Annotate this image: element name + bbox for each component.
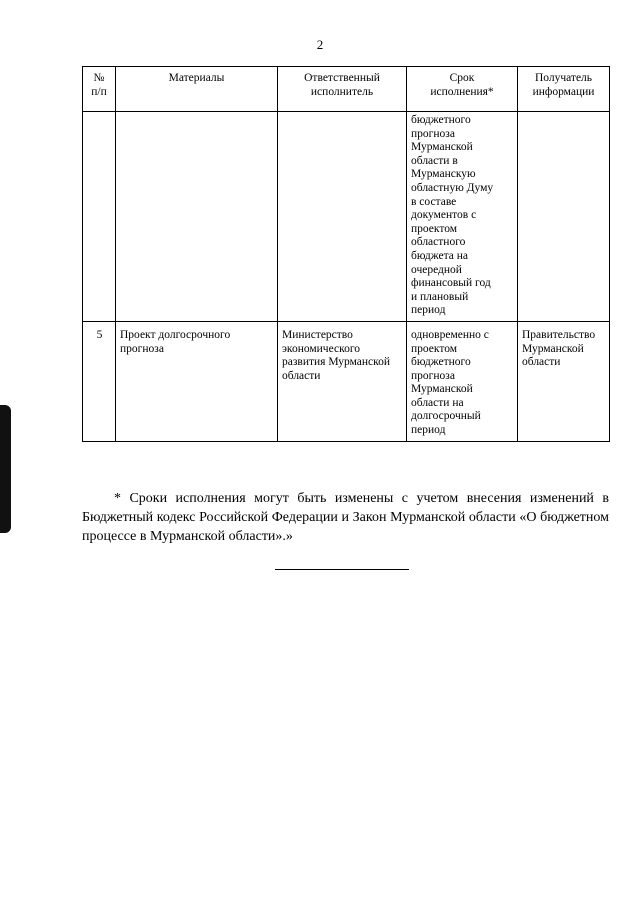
header-materials [116, 67, 278, 112]
header-deadline-label: Срок исполнения* [430, 72, 494, 98]
header-deadline [407, 67, 518, 112]
row-number-cell [83, 112, 116, 322]
material-cell [116, 112, 278, 322]
header-materials-label: Материалы [168, 72, 225, 84]
executor-cell [278, 321, 407, 441]
end-divider [275, 569, 409, 570]
row-number: 5 [96, 328, 103, 341]
executor-text: Министерство экономического развития Мурманской области [282, 328, 391, 382]
deadline-text: бюджетного прогноза Мурманской области в Мурманскую областную Думу в составе документов с проектом областного бюджета на очередной финансовый год и плановый период [411, 114, 494, 317]
row-number-cell [83, 321, 116, 441]
header-number-label: № п/п [91, 72, 107, 98]
deadline-cell [407, 321, 518, 441]
header-recipient [518, 67, 610, 112]
materials-table [82, 66, 610, 442]
scan-edge-mark [0, 405, 11, 533]
material-text: Проект долгосрочного прогноза [120, 328, 231, 355]
recipient-cell [518, 112, 610, 322]
header-recipient-label: Получатель информации [532, 72, 595, 98]
recipient-text: Правительство Мурманской области [522, 328, 596, 369]
header-executor-label: Ответственный исполнитель [304, 72, 380, 98]
table-row [83, 112, 610, 322]
header-number [83, 67, 116, 112]
table-header-row [83, 67, 610, 112]
deadline-text: одновременно с проектом бюджетного прогноза Мурманской области на долгосрочный период [411, 328, 489, 437]
footnote: * Сроки исполнения могут быть изменены с учетом внесения изменений в Бюджетный кодекс Российской Федерации и Закон Мурманской области «О бюджетном процессе в Мурманской области».» [82, 491, 609, 544]
page-number: 2 [316, 37, 324, 52]
material-cell [116, 321, 278, 441]
header-executor [278, 67, 407, 112]
recipient-cell [518, 321, 610, 441]
deadline-cell [407, 112, 518, 322]
executor-cell [278, 112, 407, 322]
table-row [83, 321, 610, 441]
